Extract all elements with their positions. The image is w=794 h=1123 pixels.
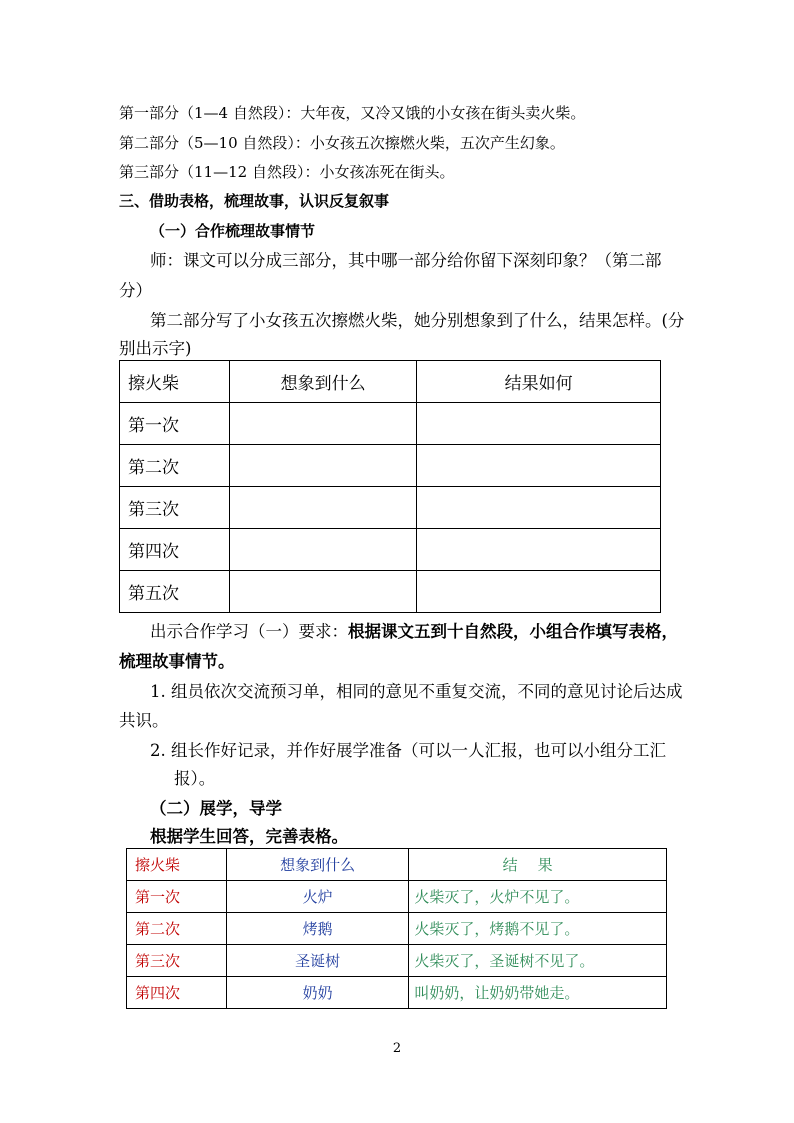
result-cell: 叫奶奶，让奶奶带她走。 xyxy=(409,977,667,1009)
table-row xyxy=(120,571,661,613)
table-row xyxy=(127,945,667,977)
result-cell: 火柴灭了，圣诞树不见了。 xyxy=(409,945,667,977)
item-two-line2: 报）。 xyxy=(174,769,216,788)
second-part-line1: 第二部分写了小女孩五次擦燃火柴，她分别想象到了什么，结果怎样。(分 xyxy=(150,311,685,330)
empty-cell xyxy=(417,571,661,613)
result-cell: 火柴灭了，烤鹅不见了。 xyxy=(409,913,667,945)
item-one-line1: 1. 组员依次交流预习单，相同的意见不重复交流，不同的意见讨论后达成 xyxy=(150,682,683,701)
teacher-question-line1: 师：课文可以分成三部分，其中哪一部分给你留下深刻印象？（第二部 xyxy=(150,251,662,270)
row-label: 第四次 xyxy=(120,529,230,571)
table-row xyxy=(127,881,667,913)
imagination-cell: 烤鹅 xyxy=(226,913,408,945)
row-label: 第五次 xyxy=(120,571,230,613)
empty-cell xyxy=(230,445,417,487)
match-table-empty xyxy=(119,360,661,613)
empty-cell xyxy=(417,529,661,571)
row-label: 第二次 xyxy=(120,445,230,487)
coop-requirement-line1 xyxy=(150,620,678,644)
empty-cell xyxy=(417,487,661,529)
empty-cell xyxy=(230,529,417,571)
subsection-one-title: （一）合作梳理故事情节 xyxy=(150,222,316,240)
header-cell: 结果 xyxy=(409,849,667,881)
row-label: 第三次 xyxy=(127,945,227,977)
empty-cell xyxy=(230,403,417,445)
header-cell: 想象到什么 xyxy=(230,361,417,403)
empty-cell xyxy=(417,445,661,487)
header-cell: 擦火柴 xyxy=(127,849,227,881)
part-two: 第二部分（5—10 自然段）：小女孩五次擦燃火柴，五次产生幻象。 xyxy=(119,134,565,152)
coop-bold-text: 根据课文五到十自然段，小组合作填写表格， xyxy=(348,622,678,641)
row-label: 第四次 xyxy=(127,977,227,1009)
empty-cell xyxy=(230,571,417,613)
table-row xyxy=(127,913,667,945)
imagination-cell: 火炉 xyxy=(226,881,408,913)
row-label: 第一次 xyxy=(127,881,227,913)
match-table-filled xyxy=(126,848,667,1009)
second-part-line2: 别出示字) xyxy=(119,339,192,358)
header-cell: 结果如何 xyxy=(417,361,661,403)
item-one-line2: 共识。 xyxy=(119,711,169,730)
section-three-title: 三、借助表格，梳理故事，认识反复叙事 xyxy=(119,192,390,210)
header-cell: 擦火柴 xyxy=(120,361,230,403)
table-row xyxy=(120,529,661,571)
coop-prefix: 出示合作学习（一）要求： xyxy=(150,622,348,641)
teacher-question-line2: 分） xyxy=(119,281,152,300)
complete-table-instruction: 根据学生回答，完善表格。 xyxy=(150,827,348,846)
header-cell: 想象到什么 xyxy=(226,849,408,881)
item-two-line1: 2. 组长作好记录，并作好展学准备（可以一人汇报，也可以小组分工汇 xyxy=(150,741,666,760)
part-one: 第一部分（1—4 自然段）：大年夜，又冷又饿的小女孩在街头卖火柴。 xyxy=(119,104,586,122)
table-row xyxy=(127,977,667,1009)
result-cell: 火柴灭了，火炉不见了。 xyxy=(409,881,667,913)
part-three: 第三部分（11—12 自然段）：小女孩冻死在街头。 xyxy=(119,163,455,181)
subsection-two-title: （二）展学，导学 xyxy=(150,799,282,818)
table-row xyxy=(120,487,661,529)
table-header-row xyxy=(120,361,661,403)
empty-cell xyxy=(417,403,661,445)
row-label: 第三次 xyxy=(120,487,230,529)
row-label: 第二次 xyxy=(127,913,227,945)
table-row xyxy=(120,403,661,445)
empty-cell xyxy=(230,487,417,529)
table-row xyxy=(120,445,661,487)
imagination-cell: 圣诞树 xyxy=(226,945,408,977)
row-label: 第一次 xyxy=(120,403,230,445)
page-number: 2 xyxy=(392,1041,402,1056)
imagination-cell: 奶奶 xyxy=(226,977,408,1009)
coop-requirement-line2: 梳理故事情节。 xyxy=(119,652,235,671)
table-header-row xyxy=(127,849,667,881)
